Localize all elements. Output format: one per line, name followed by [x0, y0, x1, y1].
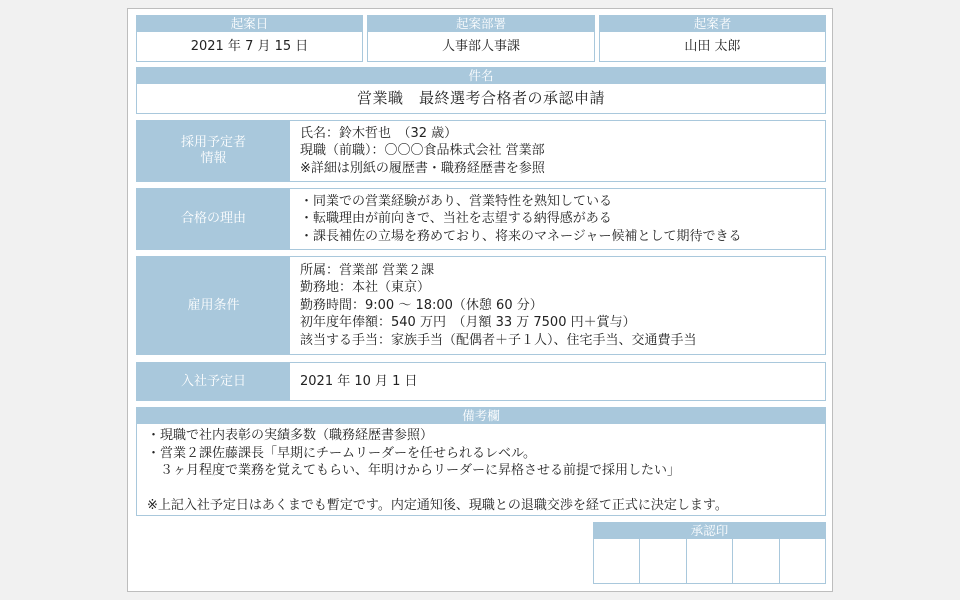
condition-line: 勤務地：本社（東京）: [300, 280, 431, 296]
draft-date-box: [136, 15, 363, 62]
remarks-line: ・現職で社内表彰の実績多数（職務経歴書参照）: [147, 428, 434, 443]
approval-stamp-label: 承認印: [594, 523, 825, 539]
remarks-line: ・営業２課佐藤課長「早期にチームリーダーを任せられるレベル。: [147, 445, 536, 461]
start-date-row: [136, 362, 826, 401]
start-date-label: 入社予定日: [137, 363, 290, 400]
draft-dept-value: 人事部人事課: [441, 39, 520, 54]
draft-date-value: 2021 年 7 月 15 日: [190, 39, 309, 54]
stamp-cell[interactable]: [687, 539, 733, 583]
reason-line: ・転職理由が前向きで、当社を志望する納得感がある: [300, 211, 612, 227]
condition-line: 勤務時間：9:00 〜 18:00（休憩 60 分）: [300, 297, 543, 313]
candidate-note-line: ※詳細は別紙の履歴書・職務経歴書を参照: [300, 160, 545, 176]
subject-label: 件名: [137, 68, 825, 84]
candidate-name-line: 氏名：鈴木哲也 （32 歳）: [300, 125, 458, 141]
start-date-text: 2021 年 10 月 1 日: [300, 373, 418, 389]
condition-line: 該当する手当：家族手当（配偶者＋子１人）、住宅手当、交通費手当: [300, 332, 697, 348]
employment-conditions-label: 雇用条件: [137, 257, 290, 354]
remarks-line: [147, 480, 815, 498]
candidate-info-body: [290, 121, 555, 181]
stamp-cells: [594, 539, 825, 583]
reason-line: ・同業での営業経験があり、営業特性を熟知している: [300, 193, 613, 209]
candidate-info-label-line2: 情報: [200, 151, 227, 166]
candidate-info-row: [136, 120, 826, 182]
remarks-line: ※上記入社予定日はあくまでも暫定です。内定通知後、現職との退職交渉を経て正式に決定します。: [147, 498, 728, 513]
approval-stamp-box: [593, 522, 826, 584]
pass-reason-row: [136, 188, 826, 250]
drafter-label: 起案者: [600, 16, 825, 32]
draft-dept-box: [367, 15, 595, 62]
stamp-cell[interactable]: [594, 539, 640, 583]
candidate-info-label-line1: 採用予定者: [180, 135, 246, 150]
approval-request-form: [127, 8, 833, 592]
subject-value: 営業職 最終選考合格者の承認申請: [356, 89, 605, 107]
start-date-value: [290, 363, 428, 400]
pass-reason-label: 合格の理由: [137, 189, 290, 249]
remarks-line: ３ヶ月程度で業務を覚えてもらい、年明けからリーダーに昇格させる前提で採用したい」: [147, 463, 681, 478]
stamp-cell[interactable]: [640, 539, 686, 583]
stamp-cell[interactable]: [780, 539, 825, 583]
stamp-cell[interactable]: [733, 539, 779, 583]
condition-line: 所属：営業部 営業２課: [300, 262, 435, 278]
candidate-info-label: [137, 121, 290, 181]
subject-box: [136, 67, 826, 114]
draft-date-label: 起案日: [137, 16, 362, 32]
remarks-box: [136, 407, 826, 516]
remarks-label: 備考欄: [137, 408, 825, 424]
reason-line: ・課長補佐の立場を務めており、将来のマネージャー候補として期待できる: [300, 228, 742, 244]
drafter-value: 山田 太郎: [684, 39, 741, 54]
drafter-box: [599, 15, 826, 62]
remarks-body: [137, 424, 825, 519]
condition-line: 初年度年俸額：540 万円 （月額 33 万 7500 円＋賞与）: [300, 315, 636, 331]
draft-dept-label: 起案部署: [368, 16, 594, 32]
candidate-employer-line: 現職（前職）：〇〇〇食品株式会社 営業部: [300, 143, 545, 159]
employment-conditions-row: [136, 256, 826, 355]
pass-reason-body: [290, 189, 751, 249]
employment-conditions-body: [290, 257, 707, 354]
